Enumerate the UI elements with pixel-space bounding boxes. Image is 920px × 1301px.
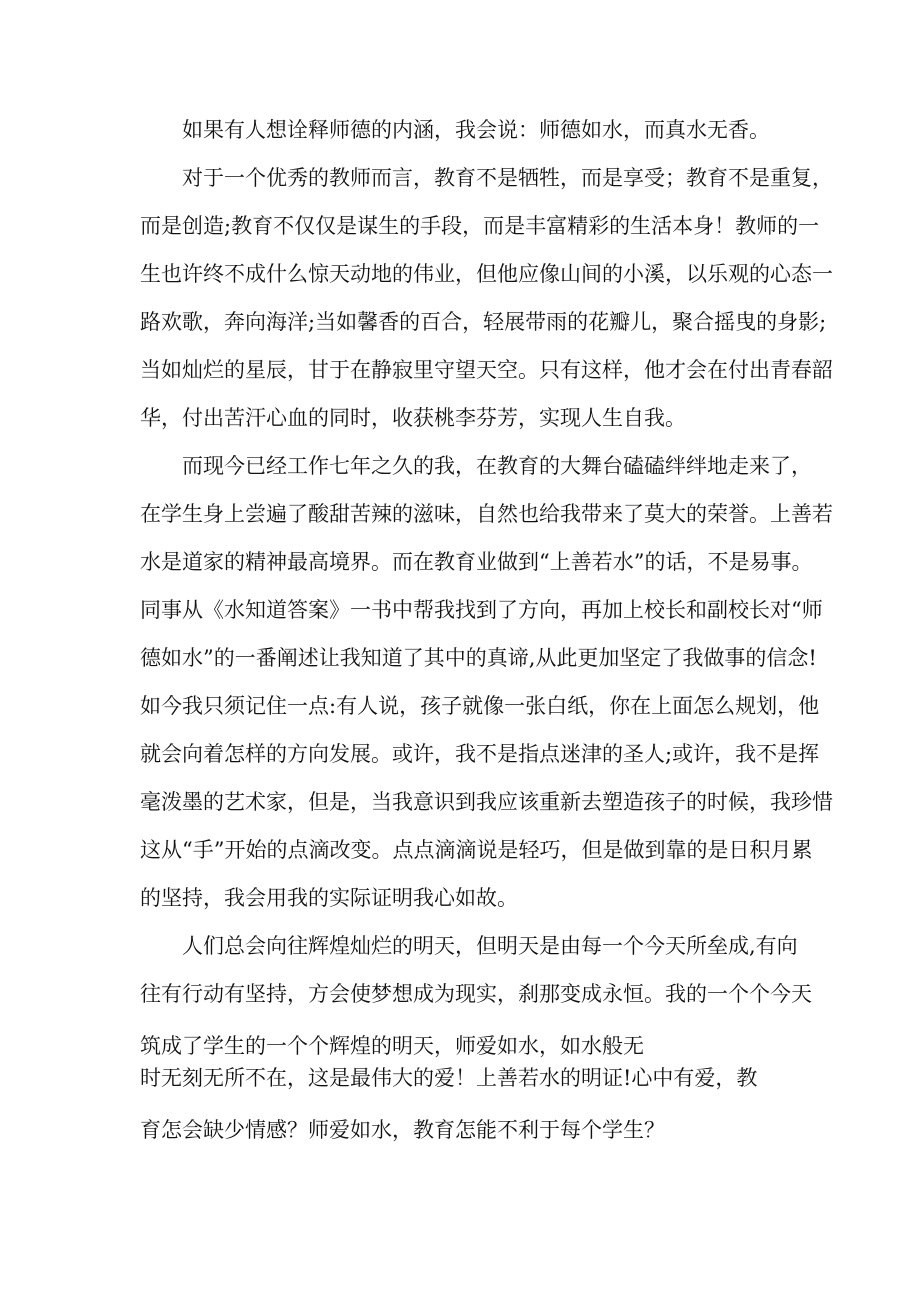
paragraph-4-line-2: 往有行动有坚持，方会使梦想成为现实，刹那变成永恒。我的一个个今天: [140, 982, 812, 1006]
paragraph-2-line-6: 华，付出苦汗心血的同时，收获桃李芬芳，实现人生自我。: [140, 406, 686, 430]
paragraph-3-line-1: 而现今已经工作七年之久的我，在教育的大舞台磕磕绊绊地走来了，: [182, 454, 812, 478]
paragraph-3-line-8: 毫泼墨的艺术家，但是，当我意识到我应该重新去塑造孩子的时候，我珍惜: [140, 790, 833, 814]
paragraph-3-line-7: 就会向着怎样的方向发展。或许，我不是指点迷津的圣人;或许，我不是挥: [140, 742, 820, 766]
paragraph-3-line-6: 如今我只须记住一点:有人说，孩子就像一张白纸，你在上面怎么规划，他: [140, 694, 820, 718]
paragraph-3-line-4: 同事从《水知道答案》一书中帮我找到了方向，再加上校长和副校长对“师: [140, 598, 823, 622]
paragraph-3-line-9: 这从“手”开始的点滴改变。点点滴滴说是轻巧，但是做到靠的是日积月累: [140, 838, 813, 862]
paragraph-4-line-4: 时无刻无所不在，这是最伟大的爱！上善若水的明证!心中有爱，教: [140, 1066, 758, 1090]
paragraph-4-line-5: 育怎会缺少情感？师爱如水，教育怎能不利于每个学生？: [140, 1118, 665, 1142]
paragraph-1-line-1: 如果有人想诠释师德的内涵，我会说：师德如水，而真水无香。: [182, 118, 770, 142]
paragraph-2-line-2: 而是创造;教育不仅仅是谋生的手段，而是丰富精彩的生活本身！教师的一: [140, 214, 820, 238]
paragraph-2-line-5: 当如灿烂的星辰，甘于在静寂里守望天空。只有这样，他才会在付出青春韶: [140, 358, 833, 382]
paragraph-2-line-1: 对于一个优秀的教师而言，教育不是牺牲，而是享受；教育不是重复，: [182, 166, 833, 190]
paragraph-3-line-10: 的坚持，我会用我的实际证明我心如故。: [140, 886, 518, 910]
paragraph-2-line-4: 路欢歌，奔向海洋;当如馨香的百合，轻展带雨的花瓣儿，聚合摇曳的身影;: [140, 310, 827, 334]
paragraph-3-line-3: 水是道家的精神最高境界。而在教育业做到“上善若水”的话，不是易事。: [140, 550, 813, 574]
paragraph-3-line-2: 在学生身上尝遍了酸甜苦辣的滋味，自然也给我带来了莫大的荣誉。上善若: [140, 502, 833, 526]
paragraph-3-line-5: 德如水”的一番阐述让我知道了其中的真谛,从此更加坚定了我做事的信念!: [140, 646, 817, 670]
paragraph-2-line-3: 生也许终不成什么惊天动地的伟业，但他应像山间的小溪，以乐观的心态一: [140, 262, 833, 286]
paragraph-4-line-3: 筑成了学生的一个个辉煌的明天，师爱如水，如水般无: [140, 1034, 644, 1058]
paragraph-4-line-1: 人们总会向往辉煌灿烂的明天，但明天是由每一个今天所垒成,有向: [182, 934, 798, 958]
